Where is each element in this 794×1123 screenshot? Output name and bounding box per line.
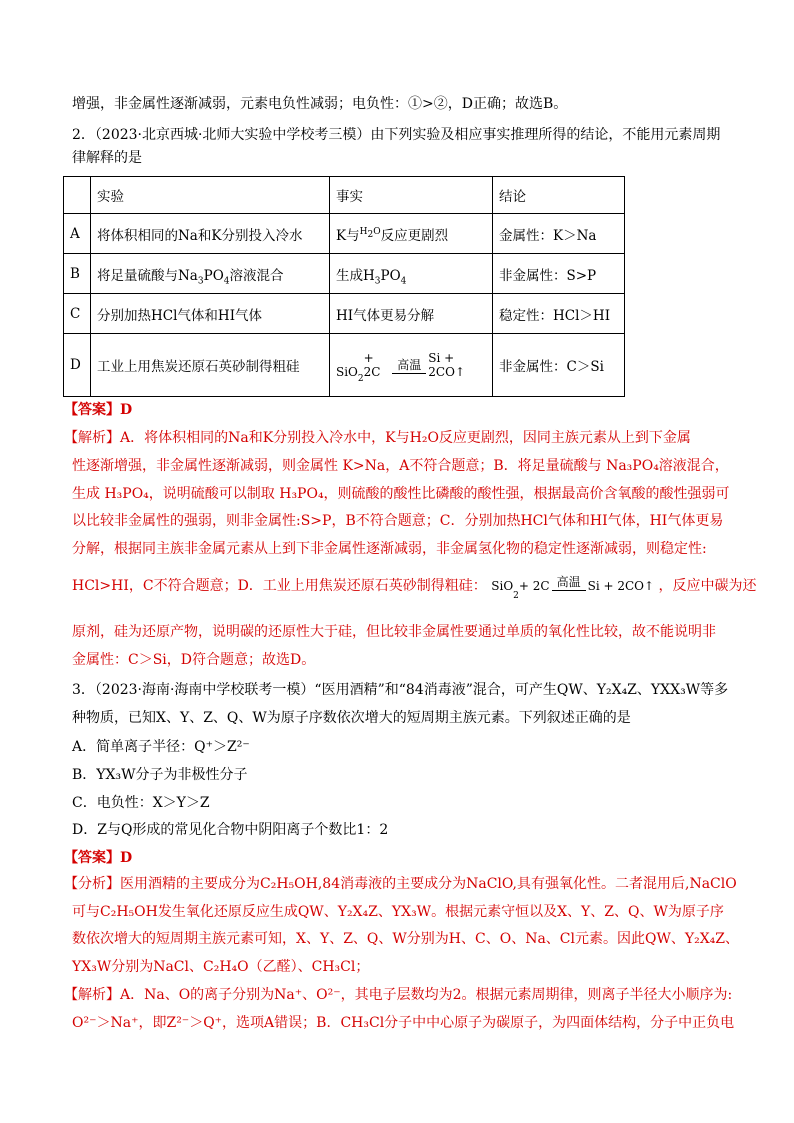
prev-answer-tail: 增强，非金属性逐渐减弱，元素电负性减弱；电负性：①>②，D正确；故选B。	[72, 96, 568, 112]
row-fact: 生成$H_3PO_4$	[330, 254, 493, 294]
table-row	[64, 214, 625, 254]
row-conclusion: 非金属性：C＞Si	[493, 334, 625, 397]
table-header-row	[64, 177, 625, 214]
option-d: D．Z与Q形成的常见化合物中阴阳离子个数比1：2	[72, 822, 389, 838]
option-b: B．YX₃W分子为非极性分子	[72, 767, 248, 783]
analysis-line: 性逐渐增强，非金属性逐渐减弱，则金属性 K>Na，A不符合题意；B．将足量硫酸与 Na₃PO₄溶液混合，	[72, 458, 729, 474]
question-2-stem-line2: 律解释的是	[72, 150, 142, 166]
row-id: B	[64, 254, 91, 294]
option-c: C．电负性：X＞Y＞Z	[72, 795, 210, 811]
reaction-equation: SiO 2 + 2C 高温 Si + 2CO↑	[491, 575, 655, 601]
analysis-line: YX₃W分别为NaCl、C₂H₄O（乙醛）、CH₃Cl；	[72, 959, 370, 975]
row-experiment: 工业上用焦炭还原石英砂制得粗硅	[91, 334, 330, 397]
question-2-answer: 【答案】D	[64, 402, 133, 418]
question-3-answer: 【答案】D	[64, 850, 133, 866]
reaction-equation: SiO 2 + 2C 高温 Si + 2CO↑	[336, 350, 466, 384]
row-id: C	[64, 294, 91, 334]
row-experiment: 将足量硫酸与$Na_3PO_4$溶液混合	[91, 254, 330, 294]
row-experiment: 分别加热HCl气体和HI气体	[91, 294, 330, 334]
question-2-table	[63, 176, 625, 397]
analysis-line: 可与C₂H₅OH发生氧化还原反应生成QW、Y₂X₄Z、YX₃W。根据元素守恒以及X、Y、Z、Q、W为原子序	[72, 904, 724, 920]
option-a: A．简单离子半径：Q⁺＞Z²⁻	[72, 739, 250, 755]
row-id: A	[64, 214, 91, 254]
row-conclusion: 稳定性：HCl＞HI	[493, 294, 625, 334]
row-id: D	[64, 334, 91, 397]
analysis-line: 原剂，硅为还原产物，说明碳的还原性大于硅，但比较非金属性要通过单质的氧化性比较，故不能说明非	[72, 624, 716, 640]
table-header-cell: 事实	[330, 177, 493, 214]
analysis-line-with-equation: HCl>HI，C不符合题意；D．工业上用焦炭还原石英砂制得粗硅： SiO 2 + 2C 高温 Si + 2CO↑ ，反应中碳为还	[72, 575, 757, 601]
row-experiment: 将体积相同的Na和K分别投入冷水	[91, 214, 330, 254]
row-fact: K与$^{H_2O}$反应更剧烈	[330, 214, 493, 254]
row-conclusion: 非金属性：S>P	[493, 254, 625, 294]
question-2-stem-line1: 2．（2023·北京西城·北师大实验中学校考三模）由下列实验及相应事实推理所得的结论，不能用元素周期	[72, 127, 721, 143]
row-fact: HI气体更易分解	[330, 294, 493, 334]
question-3-stem-line1: 3．（2023·海南·海南中学校联考一模）“医用酒精”和“84消毒液”混合，可产生QW、Y₂X₄Z、YXX₃W等多	[72, 682, 729, 698]
analysis-line: 金属性：C＞Si，D符合题意；故选D。	[72, 652, 316, 668]
table-row	[64, 294, 625, 334]
analysis-line: 【分析】医用酒精的主要成分为C₂H₅OH,84消毒液的主要成分为NaClO,具有强氧化性。二者混用后,NaClO	[64, 876, 737, 892]
question-3-stem-line2: 种物质，已知X、Y、Z、Q、W为原子序数依次增大的短周期主族元素。下列叙述正确的是	[72, 710, 631, 726]
analysis-line: 【解析】A．将体积相同的Na和K分别投入冷水中，K与H₂O反应更剧烈，因同主族元素从上到下金属	[64, 430, 691, 446]
row-fact	[330, 334, 493, 397]
table-header-cell: 实验	[91, 177, 330, 214]
table-row	[64, 334, 625, 397]
table-row	[64, 254, 625, 294]
table-header-cell: 结论	[493, 177, 625, 214]
analysis-line: 数依次增大的短周期主族元素可知，X、Y、Z、Q、W分别为H、C、O、Na、Cl元素。因此QW、Y₂X₄Z、	[72, 931, 740, 947]
analysis-line: O²⁻＞Na⁺，即Z²⁻＞Q⁺，选项A错误；B．CH₃Cl分子中中心原子为碳原子，为四面体结构，分子中正负电	[72, 1015, 735, 1031]
table-header-cell	[64, 177, 91, 214]
analysis-line: 生成 H₃PO₄，说明硫酸可以制取 H₃PO₄，则硫酸的酸性比磷酸的酸性强，根据最高价含氧酸的酸性强弱可	[72, 486, 730, 502]
row-conclusion: 金属性：K＞Na	[493, 214, 625, 254]
analysis-line: 以比较非金属性的强弱，则非金属性:S>P，B不符合题意；C．分别加热HCl气体和HI气体，HI气体更易	[72, 513, 724, 529]
analysis-line: 分解，根据同主族非金属元素从上到下非金属性逐渐减弱，非金属氢化物的稳定性逐渐减弱，则稳定性:	[72, 541, 707, 557]
analysis-line: 【解析】A．Na、O的离子分别为Na⁺、O²⁻，其电子层数均为2。根据元素周期律，则离子半径大小顺序为:	[64, 987, 733, 1003]
